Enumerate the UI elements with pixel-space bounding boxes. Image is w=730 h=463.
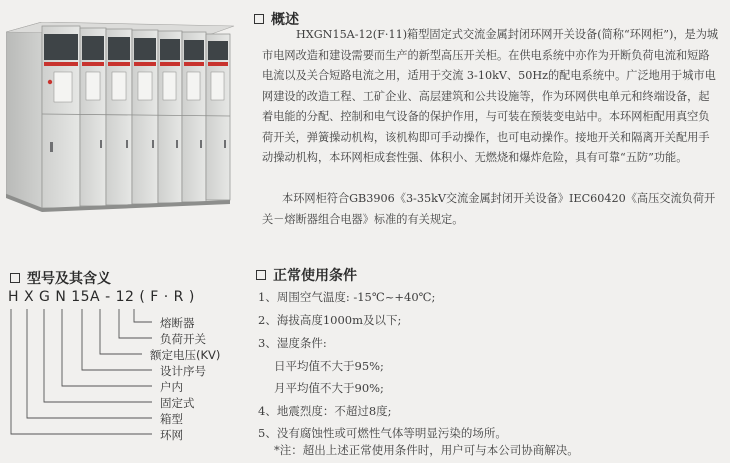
condition-altitude: 2、海拔高度1000m及以下; — [258, 313, 402, 327]
model-legend-ring-network: 环网 — [160, 428, 183, 442]
model-legend-rated-voltage: 额定电压(KV) — [150, 348, 221, 362]
condition-temperature: 1、周围空气温度: -15℃~+40℃; — [258, 290, 436, 304]
condition-humidity-monthly: 月平均值不大于90%; — [274, 381, 384, 395]
model-legend-load-switch: 负荷开关 — [160, 332, 206, 346]
overview-paragraph-1: HXGN15A-12(F·11)箱型固定式交流金属封闭环网开关设备(简称“环网柜”)，是为城市电网改造和建设需要而生产的新型高压开关柜。在供电系统中亦作为开断负荷电流和短路电流以及关合短路电流之用，适用于交流 3-10kV、50Hz的配电系统中。广泛地用于城市电网建设的改造工程、工矿企业、高层建筑和公共设施等，作为环网供电单元和终端设备，起着电能的分配、控制和电气设备的保护作用，与可装在预装变电站中。本环网柜配用真空负荷开关，弹簧操动机构，该机构即可手动操作，也可电动操作。接地开关和隔离开关配用手动操动机构，本环网柜成套性强、体积小、无燃烧和爆炸危险，具有可靠“五防”功能。 — [262, 28, 719, 164]
conditions-heading — [256, 265, 357, 285]
condition-humidity-daily: 日平均值不大于95%; — [274, 359, 384, 373]
condition-note: *注：超出上述正常使用条件时，用户可与本公司协商解决。 — [274, 443, 579, 457]
overview-title: 概述 — [271, 12, 299, 28]
model-legend-design-number: 设计序号 — [160, 364, 206, 378]
model-legend-fuse: 熔断器 — [160, 316, 195, 330]
model-title: 型号及其含义 — [27, 271, 111, 287]
model-legend-box-type: 箱型 — [160, 412, 183, 426]
condition-humidity: 3、湿度条件: — [258, 336, 327, 350]
model-code: H X G N 15A - 12 ( F · R ) — [8, 289, 195, 305]
condition-seismic: 4、地震烈度：不超过8度; — [258, 404, 392, 418]
condition-environment: 5、没有腐蚀性或可燃性气体等明显污染的场所。 — [258, 426, 507, 440]
checkbox-square-icon — [256, 270, 266, 280]
overview-paragraph-2: 本环网柜符合GB3906《3-35kV交流金属封闭开关设备》IEC60420《高压交流负荷开关－熔断器组合电器》标准的有关规定。 — [262, 192, 716, 226]
model-legend-fixed: 固定式 — [160, 396, 195, 410]
conditions-title: 正常使用条件 — [273, 268, 357, 284]
model-legend-indoor: 户内 — [160, 380, 183, 394]
